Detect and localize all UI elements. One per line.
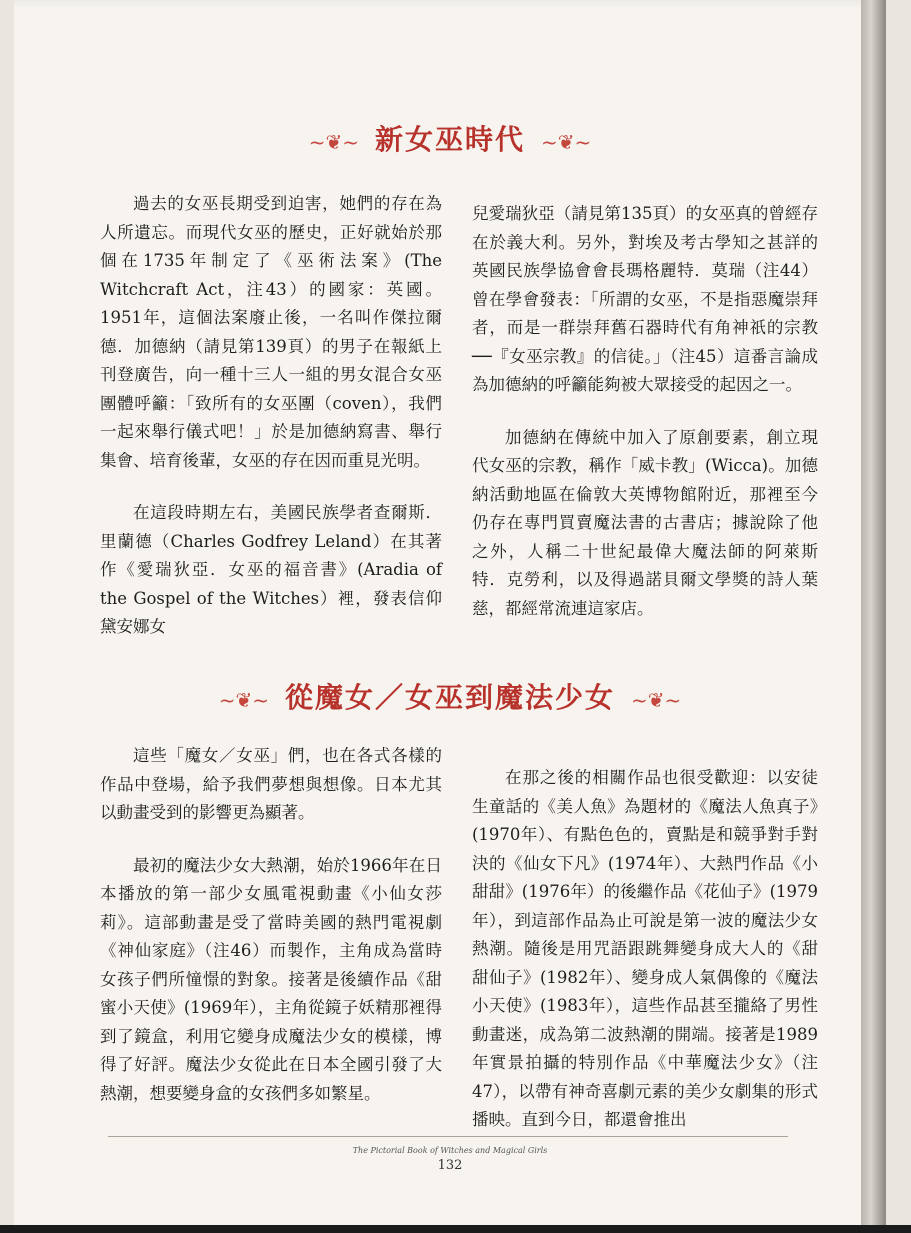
flourish-left-icon: ~❦~: [218, 687, 269, 712]
paragraph: 在那之後的相關作品也很受歡迎：以安徒生童話的《美人魚》為題材的《魔法人魚真子》(1970年）、有點色色的，賣點是和競爭對手對決的《仙女下凡》(1974年）、大熱門作品《小甜甜》(1976年）的後繼作品《花仙子》(1979年），到這部作品為止可說是第一波的魔法少女熱潮。隨後是用咒語跟跳舞變身成大人的《甜甜仙子》(1982年）、變身成人氣偶像的《魔法小天使》(1983年），這些作品甚至攏絡了男性動畫迷，成為第二波熱潮的開端。接著是1989年實景拍攝的特別作品《中華魔法少女》（注47），以帶有神奇喜劇元素的美少女劇集的形式播映。直到今日，都還會推出: [472, 768, 818, 1129]
page-number: 132: [437, 1158, 463, 1173]
paragraph: 過去的女巫長期受到迫害，她們的存在為人所遺忘。而現代女巫的歷史，正好就始於那個在1735年制定了《巫術法案》(The Witchcraft Act，注43）的國家：英國。1951年，這個法案廢止後，一名叫作傑拉爾德．加德納（請見第139頁）的男子在報紙上刊登廣告，向一種十三人一組的男女混合女巫團體呼籲：「致所有的女巫團（coven），我們一起來舉行儀式吧！」於是加德納寫書、舉行集會、培育後輩，女巫的存在因而重見光明。: [100, 194, 442, 470]
footer-rule: [108, 1136, 788, 1137]
flourish-right-icon: ~❦~: [541, 129, 592, 154]
section-title-witch-to-magical-girl: ~❦~ 從魔女／女巫到魔法少女 ~❦~: [218, 681, 682, 714]
section2-left-column: [100, 742, 442, 1132]
paragraph: 在這段時期左右，美國民族學者查爾斯．里蘭德（Charles Godfrey Leland）在其著作《愛瑞狄亞．女巫的福音書》(Aradia of the Gospel of the Witches）裡，發表信仰黛安娜女: [100, 503, 442, 636]
section-title-new-witch-era: ~❦~ 新女巫時代 ~❦~: [308, 123, 592, 156]
scan-bottom-edge: [0, 1225, 911, 1233]
flourish-right-icon: ~❦~: [631, 687, 682, 712]
paragraph: 最初的魔法少女大熱潮，始於1966年在日本播放的第一部少女風電視動畫《小仙女莎莉》。這部動畫是受了當時美國的熱門電視劇《神仙家庭》（注46）而製作，主角成為當時女孩子們所憧憬的對象。接著是後續作品《甜蜜小天使》(1969年），主角從鏡子妖精那裡得到了鏡盒，利用它變身成魔法少女的模樣，博得了好評。魔法少女從此在日本全國引發了大熱潮，想要變身盒的女孩們多如繁星。: [100, 855, 442, 1103]
paragraph: 加德納在傳統中加入了原創要素，創立現代女巫的宗教，稱作「威卡教」(Wicca)。加德納活動地區在倫敦大英博物館附近，那裡至今仍存在專門買賣魔法書的古書店；據說除了他之外，人稱二十世紀最偉大魔法師的阿萊斯特．克勞利，以及得過諾貝爾文學獎的詩人葉慈，都經常流連這家店。: [472, 427, 818, 618]
flourish-left-icon: ~❦~: [308, 129, 359, 154]
section2-right-column: [472, 764, 818, 1159]
page-gutter-shadow: [861, 0, 886, 1233]
book-page: [14, 0, 886, 1233]
paragraph: 兒愛瑞狄亞（請見第135頁）的女巫真的曾經存在於義大利。另外，對埃及考古學知之甚詳的英國民族學協會會長瑪格麗特．莫瑞（注44）曾在學會發表：「所謂的女巫，不是指惡魔崇拜者，而是一群崇拜舊石器時代有角神祇的宗教──『女巫宗教』的信徒。」（注45）這番言論成為加德納的呼籲能夠被大眾接受的起因之一。: [472, 204, 818, 394]
footer-book-title: The Pictorial Book of Witches and Magical Girls: [352, 1146, 548, 1155]
section1-right-column: [472, 200, 818, 647]
paragraph: 這些「魔女／女巫」們，也在各式各樣的作品中登場，給予我們夢想與想像。日本尤其以動畫受到的影響更為顯著。: [100, 746, 442, 822]
section1-left-column: [100, 190, 442, 666]
bleed-through-text: [314, 54, 352, 103]
